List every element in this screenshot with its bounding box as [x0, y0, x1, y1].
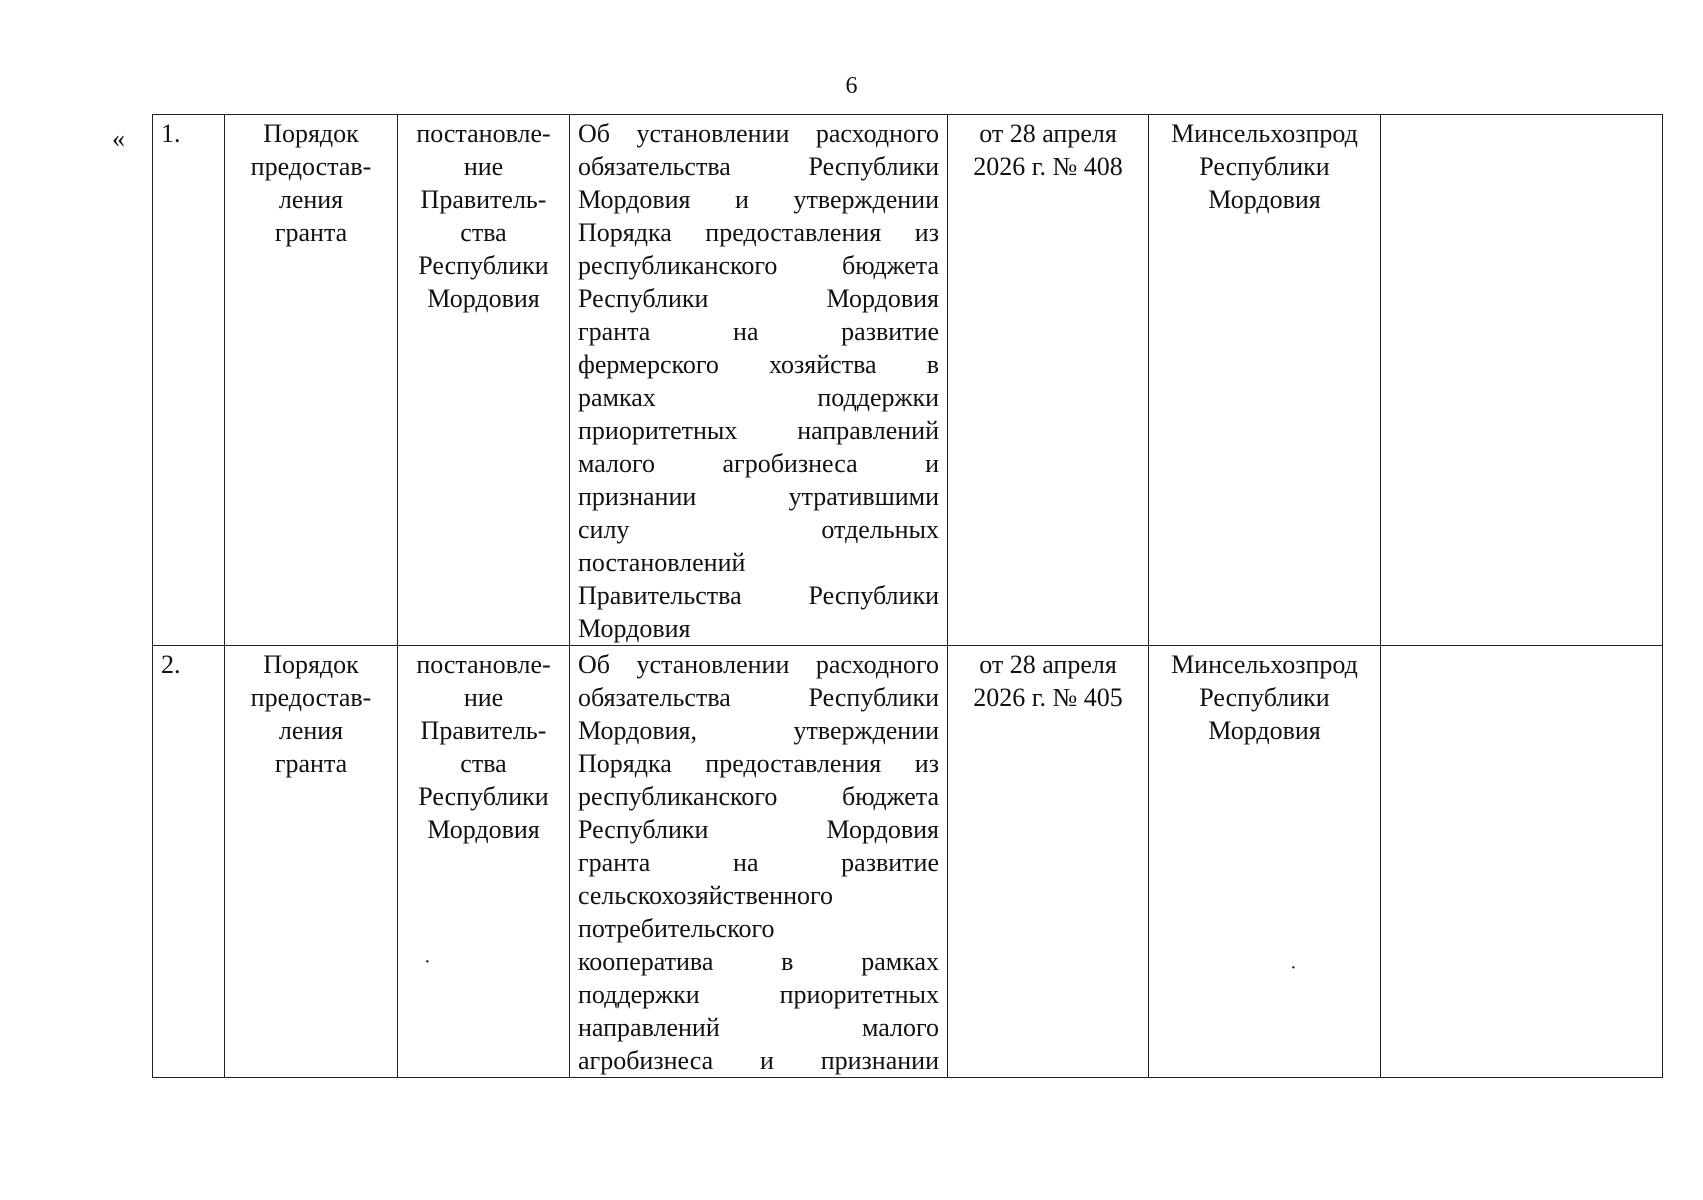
document-type-line: ства: [460, 749, 507, 778]
document-name-line: предостав-: [250, 152, 372, 181]
document-date-cell: [948, 646, 1149, 1078]
document-title-line: Порядка предоставления из: [578, 218, 939, 247]
document-title-line: потребительского: [578, 914, 775, 943]
document-type-line: постановле-: [416, 650, 551, 679]
document-title-line: Об установлении расходного: [578, 650, 939, 679]
document-title-line: Республики Мордовия: [578, 284, 939, 313]
document-type-line: ние: [463, 152, 504, 181]
document-title-line: республиканского бюджета: [578, 251, 939, 280]
opening-quote-mark: «: [112, 124, 125, 153]
document-title-line: Об установлении расходного: [578, 119, 939, 148]
table-row: [153, 115, 1663, 646]
document-title-line: Республики Мордовия: [578, 815, 939, 844]
document-date-cell: [948, 115, 1149, 646]
document-table: [152, 114, 1663, 1078]
document-date-line: 2026 г. № 408: [973, 152, 1123, 181]
document-date-line: 2026 г. № 405: [973, 683, 1123, 712]
document-title-line: агробизнеса и признании: [578, 1046, 939, 1075]
document-type-line: Правитель-: [420, 716, 547, 745]
table-row: [153, 646, 1663, 1078]
document-type-line: Мордовия: [427, 815, 540, 844]
document-title-line: Правительства Республики: [578, 581, 939, 610]
document-title-line: гранта на развитие: [578, 317, 939, 346]
responsible-org-line: Мордовия: [1208, 185, 1321, 214]
document-title-line: постановлений: [578, 548, 746, 577]
document-name-line: ления: [278, 185, 344, 214]
document-title-cell: [570, 646, 948, 1078]
stray-dot-mark: ·: [424, 951, 431, 973]
document-type-cell: [398, 646, 570, 1078]
page-number: 6: [845, 73, 858, 99]
document-name-line: ления: [278, 716, 344, 745]
document-title-line: малого агробизнеса и: [578, 449, 939, 478]
document-date-line: от 28 апреля: [979, 650, 1117, 679]
document-title-line: поддержки приоритетных: [578, 980, 939, 1009]
document-type-cell: [398, 115, 570, 646]
document-title-line: рамках поддержки: [578, 383, 939, 412]
document-type-line: Правитель-: [420, 185, 547, 214]
document-type-line: ства: [460, 218, 507, 247]
document-title-cell: [570, 115, 948, 646]
note-cell: [1381, 115, 1663, 646]
document-name-line: Порядок: [263, 119, 359, 148]
document-title-line: приоритетных направлений: [578, 416, 939, 445]
document-title-line: признании утратившими: [578, 482, 939, 511]
document-title-line: гранта на развитие: [578, 848, 939, 877]
row-number: 1.: [153, 115, 225, 646]
document-name-line: предостав-: [250, 683, 372, 712]
document-name-line: гранта: [274, 749, 348, 778]
stray-dot-mark: ·: [1290, 957, 1297, 979]
document-title-line: Мордовия и утверждении: [578, 185, 939, 214]
document-title-line: фермерского хозяйства в: [578, 350, 939, 379]
document-title-line: республиканского бюджета: [578, 782, 939, 811]
document-title-line: Мордовия, утверждении: [578, 716, 939, 745]
document-date-line: от 28 апреля: [979, 119, 1117, 148]
note-cell: [1381, 646, 1663, 1078]
responsible-org-cell: [1149, 115, 1381, 646]
responsible-org-line: Минсельхозпрод: [1171, 650, 1358, 679]
document-title-line: Мордовия: [578, 614, 691, 643]
document-title-line: Порядка предоставления из: [578, 749, 939, 778]
responsible-org-line: Мордовия: [1208, 716, 1321, 745]
document-name-line: Порядок: [263, 650, 359, 679]
responsible-org-line: Республики: [1199, 683, 1330, 712]
document-type-line: ние: [463, 683, 504, 712]
document-name-cell: [225, 646, 398, 1078]
document-name-line: гранта: [274, 218, 348, 247]
document-name-cell: [225, 115, 398, 646]
document-title-line: обязательства Республики: [578, 152, 939, 181]
document-type-line: Мордовия: [427, 284, 540, 313]
responsible-org-line: Республики: [1199, 152, 1330, 181]
responsible-org-line: Минсельхозпрод: [1171, 119, 1358, 148]
document-type-line: постановле-: [416, 119, 551, 148]
document-title-line: направлений малого: [578, 1013, 939, 1042]
row-number: 2.: [153, 646, 225, 1078]
document-title-line: силу отдельных: [578, 515, 939, 544]
document-type-line: Республики: [418, 782, 549, 811]
document-title-line: обязательства Республики: [578, 683, 939, 712]
table-body: [153, 115, 1663, 1078]
document-type-line: Республики: [418, 251, 549, 280]
document-title-line: сельскохозяйственного: [578, 881, 833, 910]
responsible-org-cell: [1149, 646, 1381, 1078]
document-title-line: кооператива в рамках: [578, 947, 939, 976]
